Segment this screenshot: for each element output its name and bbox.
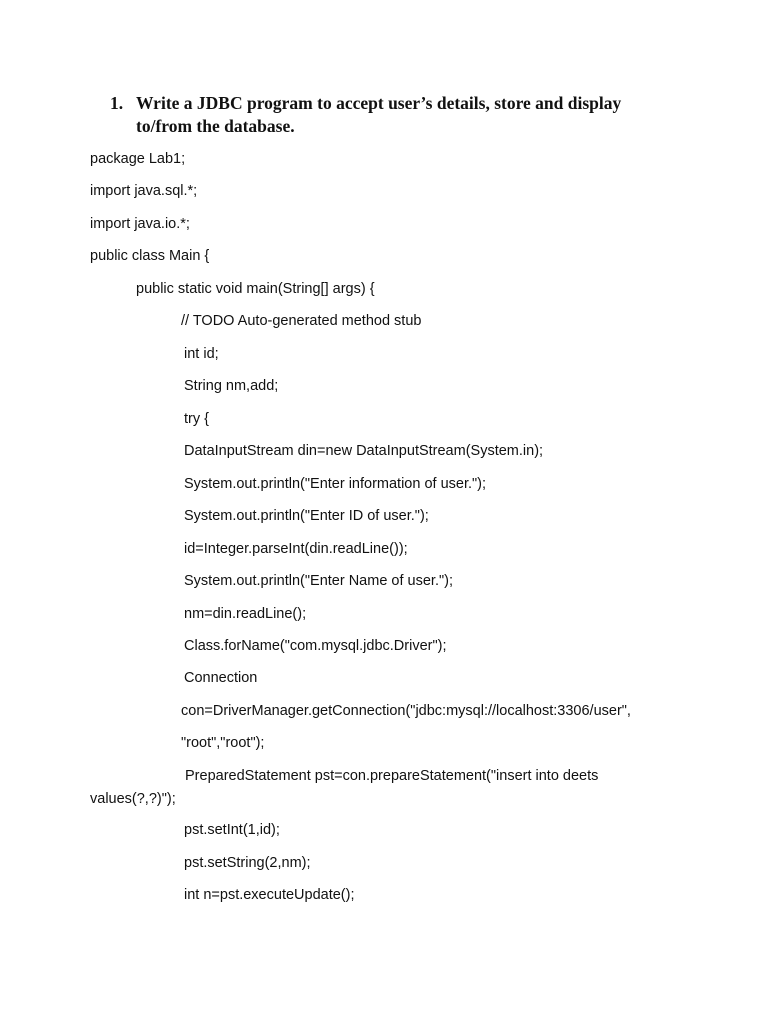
question-text: Write a JDBC program to accept user’s details, store and display to/from the database. [136,93,622,136]
code-line-credentials: "root","root"); [181,735,265,751]
code-line-string-decl: String nm,add; [184,378,279,394]
code-line-try: try { [184,411,209,427]
code-line-main-decl: public static void main(String[] args) { [136,281,375,297]
code-line-println-name: System.out.println("Enter Name of user."); [184,573,453,589]
code-line-prepared-statement: PreparedStatement pst=con.prepareStatement("insert into deets values(?,?)"); [90,768,599,807]
code-line-todo-comment: // TODO Auto-generated method stub [181,313,422,329]
code-line-import-io: import java.io.*; [90,216,190,232]
code-line-package: package Lab1; [90,151,186,167]
code-line-execute-update: int n=pst.executeUpdate(); [184,887,355,903]
code-line-println-id: System.out.println("Enter ID of user."); [184,508,429,524]
code-line-read-name: nm=din.readLine(); [184,606,307,622]
code-line-import-sql: import java.sql.*; [90,183,198,199]
code-line-class-decl: public class Main { [90,248,210,264]
code-line-set-string: pst.setString(2,nm); [184,855,311,871]
code-line-set-int: pst.setInt(1,id); [184,822,280,838]
question-heading [110,92,670,138]
code-line-int-id: int id; [184,346,219,362]
code-line-get-connection: con=DriverManager.getConnection("jdbc:mysql://localhost:3306/user", [181,703,631,719]
code-line-parse-id: id=Integer.parseInt(din.readLine()); [184,541,408,557]
code-line-connection: Connection [184,670,258,686]
code-line-datainputstream: DataInputStream din=new DataInputStream(System.in); [184,443,544,459]
code-line-println-info: System.out.println("Enter information of user."); [184,476,487,492]
code-line-class-forname: Class.forName("com.mysql.jdbc.Driver"); [184,638,447,654]
question-number: 1. [110,93,124,113]
